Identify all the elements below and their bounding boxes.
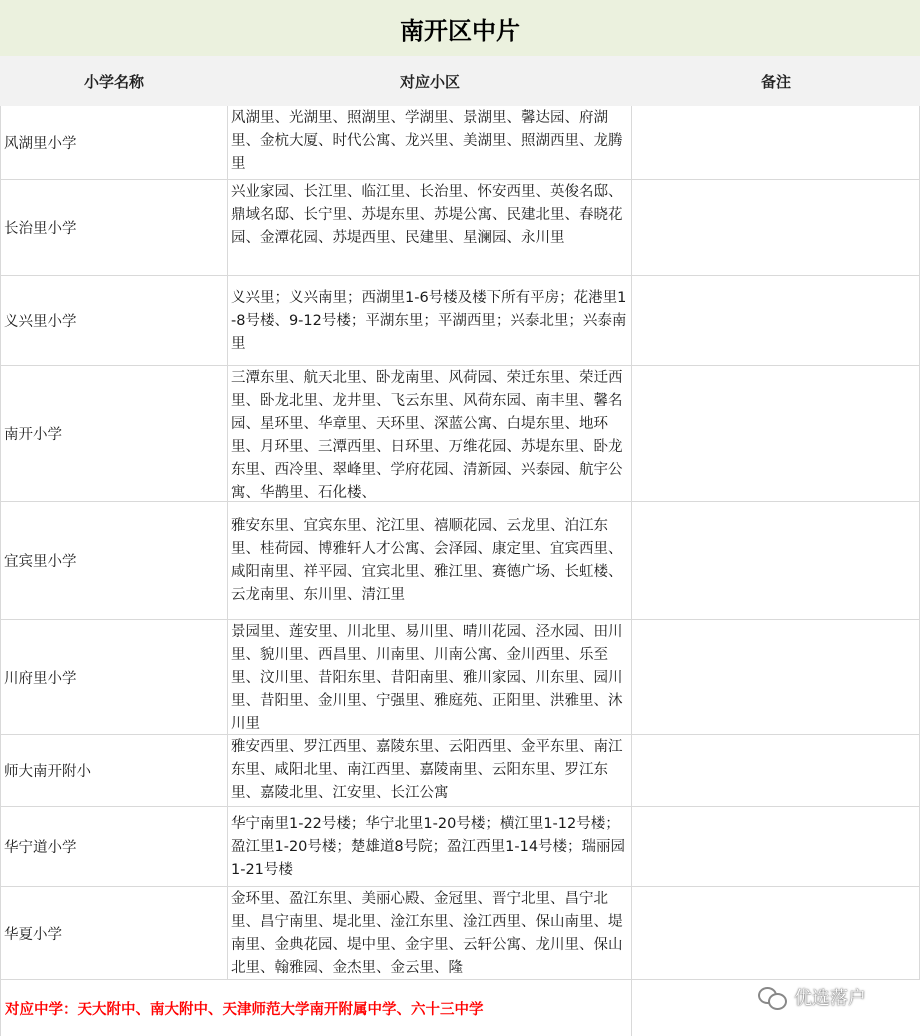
community-list: 雅安西里、罗江西里、嘉陵东里、云阳西里、金平东里、南江东里、咸阳北里、南江西里、嘉陵南里、云阳东里、罗江东里、嘉陵北里、江安里、长江公寓 bbox=[228, 735, 632, 806]
header-community: 对应小区 bbox=[399, 72, 460, 91]
table-row bbox=[0, 502, 920, 620]
community-list: 兴业家园、长江里、临江里、长治里、怀安西里、英俊名邸、鼎域名邸、长宁里、苏堤东里、苏堤公寓、民建北里、春晓花园、金潭花园、苏堤西里、民建里、星澜园、永川里 bbox=[228, 180, 632, 275]
table-row bbox=[0, 106, 920, 180]
header-school: 小学名称 bbox=[83, 72, 144, 91]
community-list: 金环里、盈江东里、美丽心殿、金冠里、晋宁北里、昌宁北里、昌宁南里、堤北里、淦江东里、淦江西里、保山南里、堤南里、金典花园、堤中里、金宇里、云轩公寓、龙川里、保山北里、翰雅园、金杰里、金云里、隆 bbox=[228, 887, 632, 979]
watermark bbox=[758, 982, 866, 1012]
table-header bbox=[0, 56, 920, 106]
table-row bbox=[0, 887, 920, 980]
table-row bbox=[0, 366, 920, 502]
community-list: 华宁南里1-22号楼；华宁北里1-20号楼；横江里1-12号楼；盈江里1-20号楼；楚雄道8号院；盈江西里1-14号楼；瑞丽园1-21号楼 bbox=[228, 807, 632, 886]
watermark-text: 优选落户 bbox=[794, 988, 866, 1009]
note-cell bbox=[632, 735, 920, 806]
community-list: 风湖里、光湖里、照湖里、学湖里、景湖里、馨达园、府湖里、金杭大厦、时代公寓、龙兴里、美湖里、照湖西里、龙腾里 bbox=[228, 106, 632, 179]
school-name: 宜宾里小学 bbox=[0, 502, 228, 619]
wechat-icon bbox=[758, 984, 788, 1010]
school-name: 风湖里小学 bbox=[0, 106, 228, 179]
school-name: 华宁道小学 bbox=[0, 807, 228, 886]
school-name: 华夏小学 bbox=[0, 887, 228, 979]
table-row bbox=[0, 276, 920, 366]
note-cell bbox=[632, 807, 920, 886]
note-cell bbox=[632, 276, 920, 365]
table-row bbox=[0, 620, 920, 735]
table-row bbox=[0, 180, 920, 276]
table-row bbox=[0, 807, 920, 887]
note-cell bbox=[632, 620, 920, 734]
community-list: 雅安东里、宜宾东里、沱江里、禧顺花园、云龙里、泊江东里、桂荷园、博雅轩人才公寓、会泽园、康定里、宜宾西里、咸阳南里、祥平园、宜宾北里、雅江里、赛德广场、长虹楼、云龙南里、东川里、清江里 bbox=[228, 502, 632, 619]
community-list: 景园里、莲安里、川北里、易川里、晴川花园、泾水园、田川里、貌川里、西昌里、川南里、川南公寓、金川西里、乐至里、汶川里、昔阳东里、昔阳南里、雅川家园、川东里、园川里、昔阳里、金川里、宁强里、雅庭苑、正阳里、洪雅里、沐川里 bbox=[228, 620, 632, 734]
table-row bbox=[0, 735, 920, 807]
note-cell bbox=[632, 887, 920, 979]
note-cell bbox=[632, 366, 920, 501]
note-cell bbox=[632, 106, 920, 179]
note-cell bbox=[632, 502, 920, 619]
header-note: 备注 bbox=[760, 72, 791, 91]
community-list: 三潭东里、航天北里、卧龙南里、风荷园、荣迁东里、荣迁西里、卧龙北里、龙井里、飞云东里、风荷东园、南丰里、馨名园、星环里、华章里、天环里、深蓝公寓、白堤东里、地环里、月环里、三潭西里、日环里、万维花园、苏堤东里、卧龙东里、西冷里、翠峰里、学府花园、清新园、兴泰园、航宇公寓、华鹊里、石化楼、 bbox=[228, 366, 632, 501]
middle-school-text: 对应中学：天大附中、南大附中、天津师范大学南开附属中学、六十三中学 bbox=[0, 980, 632, 1036]
page-title: 南开区中片 bbox=[0, 0, 920, 56]
school-name: 师大南开附小 bbox=[0, 735, 228, 806]
school-name: 南开小学 bbox=[0, 366, 228, 501]
note-cell bbox=[632, 180, 920, 275]
school-name: 川府里小学 bbox=[0, 620, 228, 734]
school-name: 义兴里小学 bbox=[0, 276, 228, 365]
school-name: 长治里小学 bbox=[0, 180, 228, 275]
community-list: 义兴里；义兴南里；西湖里1-6号楼及楼下所有平房；花港里1-8号楼、9-12号楼；平湖东里；平湖西里；兴泰北里；兴泰南里 bbox=[228, 276, 632, 365]
